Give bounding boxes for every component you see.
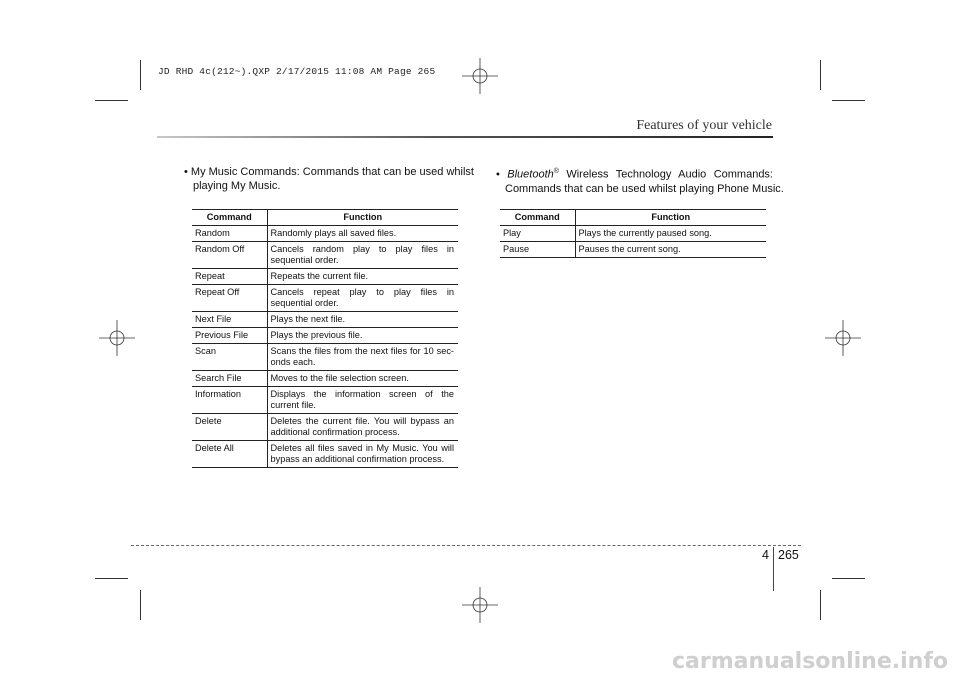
registration-mark-icon — [99, 320, 135, 356]
table-row — [500, 226, 766, 242]
table-row — [192, 371, 458, 387]
command-cell: Random — [192, 226, 267, 242]
table-header-row — [500, 210, 766, 226]
column-header-function: Function — [575, 210, 766, 226]
my-music-intro — [184, 165, 474, 193]
function-cell: Repeats the current file. — [267, 269, 458, 285]
table-row — [192, 344, 458, 371]
page-number: 265 — [778, 548, 799, 562]
table-row — [192, 269, 458, 285]
chapter-number: 4 — [762, 548, 769, 562]
page-separator — [773, 547, 774, 591]
function-cell: Scans the files from the next files for 10 sec-onds each. — [267, 344, 458, 371]
command-cell: Scan — [192, 344, 267, 371]
crop-mark — [95, 578, 128, 579]
intro-line-rest: Wireless Technology Audio Commands: — [558, 168, 773, 181]
function-cell: Randomly plays all saved files. — [267, 226, 458, 242]
registration-mark-icon — [462, 58, 498, 94]
crop-mark — [140, 590, 141, 620]
command-cell: Information — [192, 387, 267, 414]
command-cell: Play — [500, 226, 575, 242]
intro-line: playing My Music. — [193, 180, 281, 192]
phone-music-commands-table — [500, 209, 766, 258]
table-row — [500, 242, 766, 258]
command-cell: Repeat — [192, 269, 267, 285]
function-cell: Deletes the current file. You will bypass an additional confirmation process. — [267, 414, 458, 441]
crop-mark — [820, 590, 821, 620]
footer-rule — [131, 545, 801, 546]
function-cell: Moves to the file selection screen. — [267, 371, 458, 387]
command-cell: Next File — [192, 312, 267, 328]
column-header-command: Command — [192, 210, 267, 226]
command-cell: Delete — [192, 414, 267, 441]
command-cell: Pause — [500, 242, 575, 258]
bluetooth-brand: Bluetooth — [507, 168, 554, 181]
registration-mark-icon — [825, 320, 861, 356]
page-header-title: Features of your vehicle — [636, 118, 772, 133]
crop-mark — [140, 60, 141, 90]
table-row — [192, 328, 458, 344]
intro-line: • Bluetooth® Wireless Technology Audio Commands: — [496, 168, 773, 181]
table-row — [192, 226, 458, 242]
function-cell: Cancels random play to play files in sequential order. — [267, 242, 458, 269]
crop-mark — [820, 60, 821, 90]
column-header-function: Function — [267, 210, 458, 226]
function-cell: Plays the next file. — [267, 312, 458, 328]
crop-mark — [95, 100, 128, 101]
registration-mark-icon — [462, 587, 498, 623]
function-cell: Displays the information screen of the current file. — [267, 387, 458, 414]
table-row — [192, 285, 458, 312]
command-cell: Search File — [192, 371, 267, 387]
intro-line: Commands that can be used whilst playing Phone Music. — [505, 182, 784, 195]
print-slug: JD RHD 4c(212~).QXP 2/17/2015 11:08 AM Page 265 — [158, 66, 436, 77]
table-row — [192, 414, 458, 441]
function-cell: Plays the previous file. — [267, 328, 458, 344]
crop-mark — [832, 578, 865, 579]
bluetooth-intro — [496, 165, 784, 196]
table-row — [192, 387, 458, 414]
header-rule — [157, 136, 773, 138]
command-cell: Previous File — [192, 328, 267, 344]
column-header-command: Command — [500, 210, 575, 226]
registered-mark: ® — [553, 168, 559, 175]
function-cell: Cancels repeat play to play files in sequential order. — [267, 285, 458, 312]
command-cell: Repeat Off — [192, 285, 267, 312]
intro-line: • My Music Commands: Commands that can be used whilst — [184, 166, 474, 178]
crop-mark — [832, 100, 865, 101]
function-cell: Plays the currently paused song. — [575, 226, 766, 242]
table-row — [192, 312, 458, 328]
command-cell: Delete All — [192, 441, 267, 468]
command-cell: Random Off — [192, 242, 267, 269]
watermark: carmanualsonline.info — [672, 649, 948, 674]
table-row — [192, 441, 458, 468]
my-music-commands-table — [192, 209, 458, 468]
function-cell: Pauses the current song. — [575, 242, 766, 258]
table-header-row — [192, 210, 458, 226]
function-cell: Deletes all files saved in My Music. You will bypass an additional confirmation process. — [267, 441, 458, 468]
table-row — [192, 242, 458, 269]
